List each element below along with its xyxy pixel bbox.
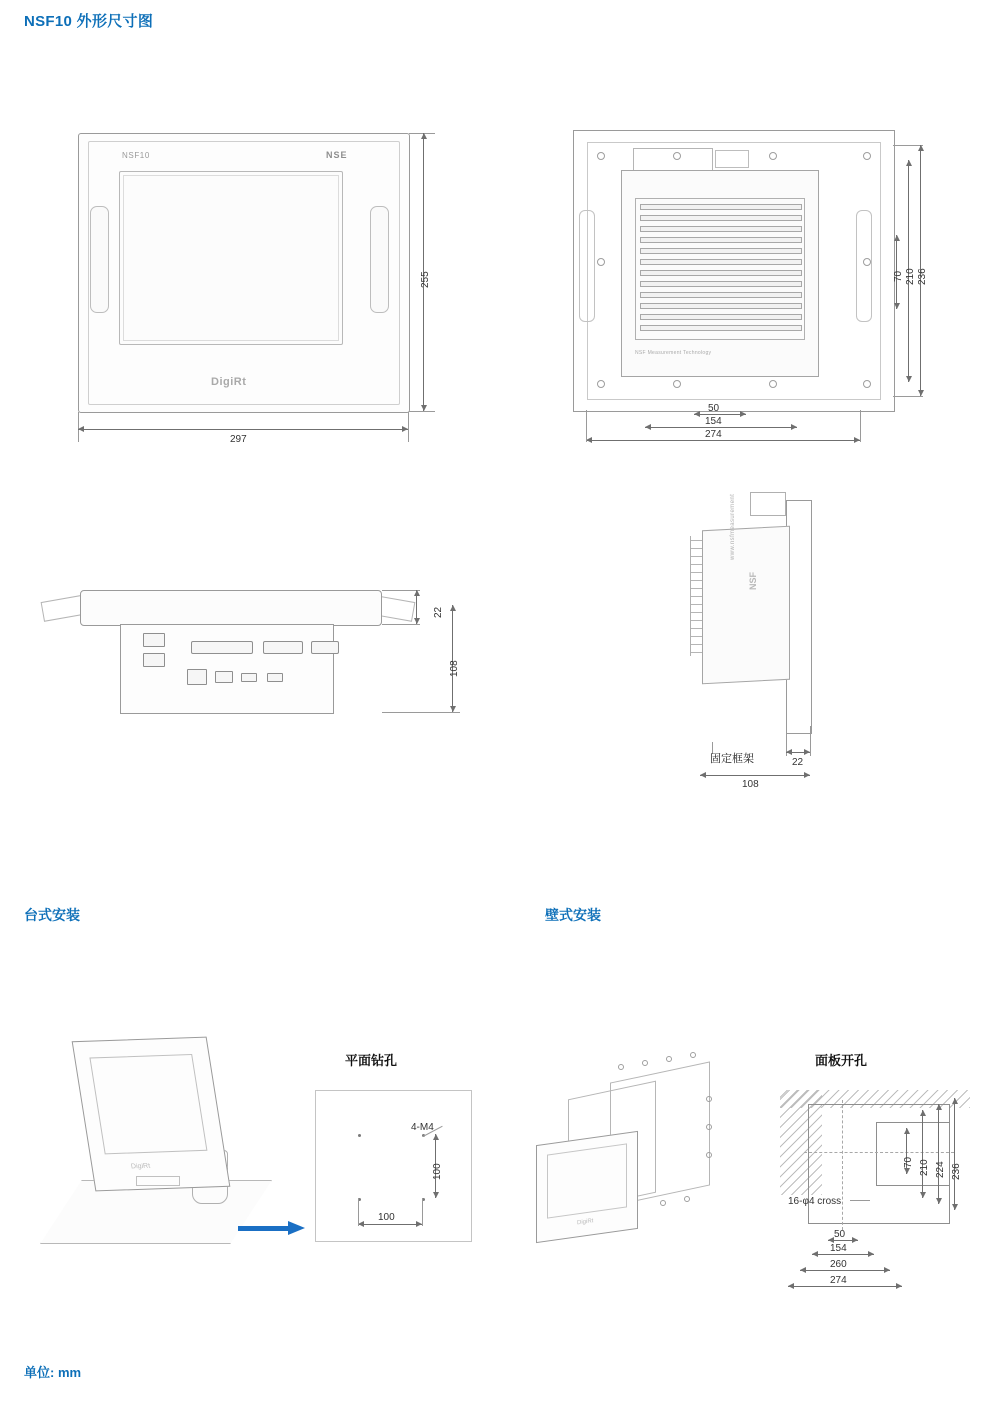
dim-arrow: [918, 390, 924, 396]
dim-line-224-panel: [938, 1104, 939, 1204]
mount-hole: [684, 1196, 690, 1202]
dim-line-210-panel: [922, 1110, 923, 1198]
mount-hole: [706, 1096, 712, 1102]
ext-line: [382, 624, 420, 625]
dim-50-panel: 50: [834, 1229, 846, 1240]
flow-arrow-icon: [238, 1223, 306, 1233]
dim-arrow: [786, 749, 792, 755]
mount-hole: [690, 1052, 696, 1058]
heatsink-fin: [691, 628, 702, 629]
drill-hole: [358, 1134, 361, 1137]
rear-view-drawing: [573, 130, 893, 410]
subtitle-drill-plan: 平面钻孔: [345, 1053, 398, 1068]
dim-arrow: [800, 1267, 806, 1273]
dim-arrow: [868, 1251, 874, 1257]
dim-154: 154: [705, 416, 722, 427]
mount-hole: [706, 1124, 712, 1130]
dim-line-274-panel: [788, 1286, 902, 1287]
wall-device-screen: [547, 1143, 627, 1218]
unit-note: 单位: mm: [24, 1365, 82, 1380]
port-aux: [267, 673, 283, 682]
dim-line-drill-h: [358, 1224, 422, 1225]
dim-line-154-panel: [812, 1254, 874, 1255]
dim-arrow: [450, 605, 456, 611]
ext-line: [586, 410, 587, 442]
dim-210: 210: [905, 268, 916, 285]
dim-arrow: [936, 1104, 942, 1110]
mount-hole: [642, 1060, 648, 1066]
dim-arrow: [414, 590, 420, 596]
ext-line: [810, 726, 811, 756]
dim-arrow: [788, 1283, 794, 1289]
heatsink-fin: [640, 237, 802, 243]
rear-left-grip: [579, 210, 595, 322]
mount-hole: [706, 1152, 712, 1158]
rear-fin-group: [635, 198, 805, 340]
dim-arrow: [904, 1128, 910, 1134]
dim-22-side: 22: [792, 757, 804, 768]
dim-274-panel: 274: [830, 1275, 847, 1286]
heatsink-fin: [640, 204, 802, 210]
dim-arrow: [936, 1198, 942, 1204]
dim-70: 70: [893, 270, 904, 282]
dim-drill-100-v: 100: [432, 1163, 443, 1180]
heatsink-fin: [640, 215, 802, 221]
port-usb2: [241, 673, 257, 682]
heatsink-fin: [691, 556, 702, 557]
rear-connector-block-small: [715, 150, 749, 168]
dim-arrow: [433, 1192, 439, 1198]
screw-hole: [597, 152, 605, 160]
section-title-desktop-mount: 台式安装: [24, 907, 80, 923]
dim-arrow: [884, 1267, 890, 1273]
port-db15: [263, 641, 303, 654]
heatsink-fin: [691, 652, 702, 653]
heatsink-fin: [640, 292, 802, 298]
centerline-horizontal: [804, 1152, 954, 1153]
dim-arrow: [804, 749, 810, 755]
front-screen-inner: [123, 175, 339, 341]
dim-210-panel: 210: [919, 1159, 930, 1176]
side-fin-group: [690, 536, 703, 656]
side-chassis: [702, 526, 790, 685]
front-model-text: NSF10: [122, 151, 150, 160]
ext-line: [422, 1198, 423, 1226]
dim-arrow: [812, 1251, 818, 1257]
bracket-label: 固定框架: [710, 753, 754, 765]
dim-236-panel: 236: [951, 1163, 962, 1180]
dim-arrow: [920, 1110, 926, 1116]
heatsink-fin: [691, 644, 702, 645]
front-right-grip: [370, 206, 389, 313]
heatsink-fin: [640, 281, 802, 287]
dim-arrow: [791, 424, 797, 430]
dim-line-108: [452, 605, 453, 712]
device-brand: DigiRt: [130, 1162, 151, 1171]
bottom-panel-face: [120, 624, 334, 714]
dim-line-50: [694, 414, 746, 415]
stand-base: [40, 1180, 272, 1244]
heatsink-fin: [640, 270, 802, 276]
dim-70-panel: 70: [903, 1156, 914, 1168]
screw-hole: [597, 258, 605, 266]
rear-label-text: NSF Measurement Technology: [635, 350, 712, 356]
heatsink-fin: [691, 572, 702, 573]
side-view-drawing: [686, 492, 826, 752]
screw-hole: [863, 380, 871, 388]
front-view-drawing: [78, 133, 408, 411]
ext-line: [382, 712, 460, 713]
screw-hole: [769, 152, 777, 160]
dim-arrow: [920, 1192, 926, 1198]
heatsink-fin: [640, 325, 802, 331]
stand-foot: [136, 1176, 180, 1186]
heatsink-fin: [640, 226, 802, 232]
heatsink-fin: [691, 580, 702, 581]
ext-line: [409, 411, 435, 412]
heatsink-fin: [691, 620, 702, 621]
dim-line-width-297: [78, 429, 408, 430]
front-screen-area: [119, 171, 343, 345]
dim-arrow: [952, 1204, 958, 1210]
heatsink-fin: [691, 604, 702, 605]
dim-arrow: [740, 411, 746, 417]
heatsink-fin: [691, 636, 702, 637]
wall-device-body: [536, 1131, 638, 1243]
dim-arrow: [78, 426, 84, 432]
dim-arrow: [952, 1098, 958, 1104]
side-logo: NSF: [748, 572, 758, 590]
port-db9: [311, 641, 339, 654]
dim-arrow: [918, 145, 924, 151]
dim-297: 297: [230, 434, 247, 445]
screw-hole: [769, 380, 777, 388]
dim-arrow: [894, 235, 900, 241]
wall-mount-illustration: [510, 1050, 740, 1260]
rear-right-grip: [856, 210, 872, 322]
dim-arrow: [896, 1283, 902, 1289]
dim-arrow: [906, 160, 912, 166]
dim-arrow: [904, 1168, 910, 1174]
mount-hole: [660, 1200, 666, 1206]
dim-108: 108: [449, 660, 460, 677]
bottom-port-view-drawing: [80, 590, 380, 725]
device-body: [72, 1037, 231, 1192]
front-brand-logo: DigiRt: [211, 376, 247, 388]
screw-hole: [863, 152, 871, 160]
side-url-text: www.nsfmeasurement: [730, 493, 736, 560]
heatsink-fin: [640, 314, 802, 320]
dim-arrow: [421, 405, 427, 411]
port-power: [143, 633, 165, 647]
heatsink-fin: [640, 259, 802, 265]
wall-device-brand: DigiRt: [577, 1218, 594, 1227]
screw-hole: [673, 380, 681, 388]
dim-arrow: [700, 772, 706, 778]
mount-hole: [666, 1056, 672, 1062]
dim-line-274: [586, 440, 860, 441]
dim-236: 236: [917, 268, 928, 285]
cross-hole-label: 16-φ4 cross: [788, 1196, 842, 1207]
ext-line: [860, 410, 861, 442]
heatsink-fin: [640, 303, 802, 309]
dim-arrow: [906, 376, 912, 382]
port-lan: [187, 669, 207, 685]
leader-line: [850, 1200, 870, 1201]
dim-arrow: [645, 424, 651, 430]
port-audio: [143, 653, 165, 667]
mount-hole: [618, 1064, 624, 1070]
heatsink-fin: [691, 548, 702, 549]
dim-line-154: [645, 427, 797, 428]
dim-drill-100-h: 100: [378, 1212, 395, 1223]
dim-22: 22: [433, 606, 444, 618]
dim-154-panel: 154: [830, 1243, 847, 1254]
dim-arrow: [433, 1134, 439, 1140]
dim-224-panel: 224: [935, 1161, 946, 1178]
dim-50: 50: [708, 403, 720, 414]
heatsink-fin: [640, 248, 802, 254]
dim-line-108-side: [700, 775, 810, 776]
dim-arrow: [694, 411, 700, 417]
heatsink-fin: [691, 588, 702, 589]
dim-arrow: [402, 426, 408, 432]
dim-line-236-panel: [954, 1098, 955, 1210]
arrow-head: [288, 1221, 305, 1235]
dim-274: 274: [705, 429, 722, 440]
dim-255: 255: [420, 271, 431, 288]
dim-line-260-panel: [800, 1270, 890, 1271]
dim-108-side: 108: [742, 779, 759, 790]
port-db25: [191, 641, 253, 654]
side-top-block: [750, 492, 786, 516]
ext-line: [408, 412, 409, 442]
heatsink-fin: [691, 564, 702, 565]
dim-arrow: [450, 706, 456, 712]
dim-260-panel: 260: [830, 1259, 847, 1270]
dim-arrow: [852, 1237, 858, 1243]
drill-screw-label: 4-M4: [411, 1122, 434, 1133]
ext-line: [893, 396, 923, 397]
dim-arrow: [414, 618, 420, 624]
section-title-wall-mount: 壁式安装: [545, 907, 601, 923]
port-usb: [215, 671, 233, 683]
front-brand-top: NSE: [326, 150, 348, 160]
page-title: NSF10 外形尺寸图: [24, 13, 154, 30]
device-screen: [89, 1054, 207, 1154]
subtitle-panel-cutout: 面板开孔: [815, 1053, 868, 1068]
front-left-grip: [90, 206, 109, 313]
dim-arrow: [804, 772, 810, 778]
heatsink-fin: [691, 540, 702, 541]
ext-line: [358, 1198, 359, 1226]
arrow-shaft: [238, 1226, 290, 1231]
heatsink-fin: [691, 612, 702, 613]
heatsink-fin: [691, 596, 702, 597]
dim-arrow: [894, 303, 900, 309]
centerline-vertical: [842, 1100, 843, 1230]
screw-hole: [597, 380, 605, 388]
dim-arrow: [421, 133, 427, 139]
bottom-top-edge: [80, 590, 382, 626]
